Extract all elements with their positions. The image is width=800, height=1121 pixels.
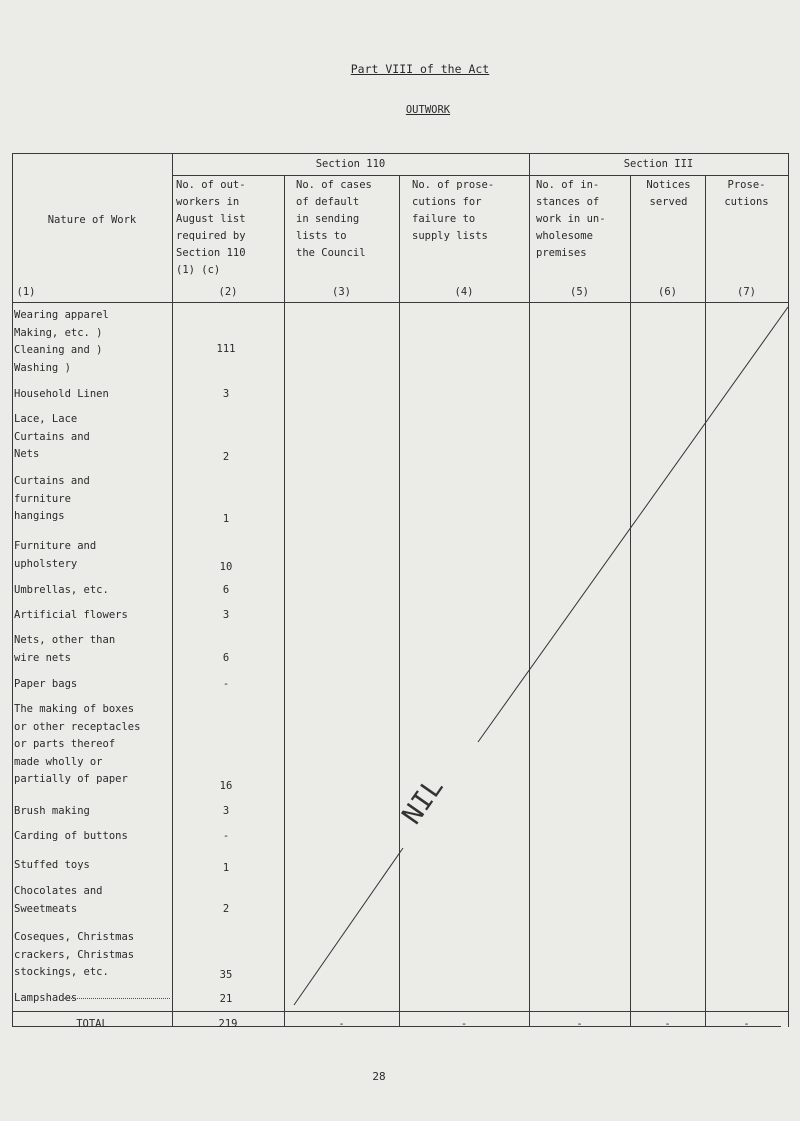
- row-outworkers-nets: 6: [222, 652, 230, 664]
- row-nature-furniture: Furniture and upholstery: [14, 540, 97, 570]
- row-nature-christmas: Coseques, Christmas crackers, Christmas stockings, etc.: [14, 931, 135, 978]
- section-111-header: Section III: [623, 158, 694, 170]
- row-outworkers-lace: 2: [222, 451, 230, 463]
- row-outworkers-carding-buttons: -: [222, 830, 230, 842]
- col-number-4: (4): [454, 286, 474, 298]
- row-nature-household-linen: Household Linen: [14, 388, 109, 400]
- row-nature-chocolates: Chocolates and Sweetmeats: [14, 885, 103, 915]
- row-nature-lace: Lace, Lace Curtains and Nets: [14, 413, 90, 460]
- col-header-prosecutions-lists: No. of prose- cutions for failure to supply lists: [412, 179, 495, 242]
- total-prosecutions: -: [743, 1018, 750, 1030]
- page-subtitle: OUTWORK: [405, 104, 451, 116]
- row-outworkers-furniture: 10: [219, 561, 233, 573]
- row-nature-nets: Nets, other than wire nets: [14, 634, 116, 664]
- row-nature-brush-making: Brush making: [14, 805, 90, 817]
- total-notices: -: [664, 1018, 671, 1030]
- col-header-nature: Nature of Work: [47, 214, 137, 226]
- row-outworkers-paper-bags: -: [222, 678, 230, 690]
- row-nature-paper-boxes: The making of boxes or other receptacles or parts thereof made wholly or partially of paper: [14, 703, 141, 785]
- col-header-default-cases: No. of cases of default in sending lists to the Council: [296, 179, 372, 259]
- total-default-cases: -: [338, 1018, 345, 1030]
- row-outworkers-brush-making: 3: [222, 805, 230, 817]
- row-outworkers-stuffed-toys: 1: [222, 862, 230, 874]
- page-number: 28: [372, 1070, 386, 1083]
- total-label: TOTAL: [76, 1018, 108, 1030]
- col-number-3: (3): [332, 286, 351, 298]
- row-nature-paper-bags: Paper bags: [14, 678, 78, 690]
- row-nature-lampshades: Lampshades: [14, 992, 78, 1004]
- row-outworkers-chocolates: 2: [222, 903, 230, 915]
- nil-line-lower: [294, 848, 403, 1005]
- row-outworkers-paper-boxes: 16: [219, 780, 233, 792]
- col-header-unwholesome: No. of in- stances of work in un- wholesome premises: [536, 179, 606, 259]
- col-header-outworkers: No. of out- workers in August list required by Section 110 (1) (c): [176, 179, 246, 276]
- row-nature-umbrellas: Umbrellas, etc.: [14, 584, 109, 596]
- total-unwholesome: -: [576, 1018, 583, 1030]
- row-outworkers-umbrellas: 6: [222, 584, 230, 596]
- total-outworkers: 219: [218, 1018, 238, 1030]
- col-number-6: (6): [658, 286, 677, 298]
- row-outworkers-lampshades: 21: [219, 993, 233, 1005]
- nil-line-upper: [478, 307, 788, 742]
- col-header-prosecutions: Prose- cutions: [724, 179, 769, 208]
- row-nature-artificial-flowers: Artificial flowers: [14, 609, 128, 621]
- row-outworkers-christmas: 35: [219, 969, 233, 981]
- row-outworkers-artificial-flowers: 3: [222, 609, 230, 621]
- col-number-5: (5): [570, 286, 589, 298]
- row-nature-curtains: Curtains and furniture hangings: [14, 475, 90, 522]
- row-outworkers-curtains: 1: [222, 513, 230, 525]
- row-nature-stuffed-toys: Stuffed toys: [14, 859, 90, 871]
- row-nature-wearing-apparel: Wearing apparel Making, etc. ) Cleaning and ) Washing ): [14, 309, 109, 374]
- total-prosecutions-lists: -: [460, 1018, 468, 1030]
- row-nature-carding-buttons: Carding of buttons: [14, 830, 128, 842]
- col-number-1: (1): [16, 286, 36, 298]
- row-outworkers-household-linen: 3: [222, 388, 230, 400]
- row-outworkers-wearing-apparel: 111: [216, 343, 236, 355]
- section-110-header: Section 110: [315, 158, 386, 170]
- page-title: Part VIII of the Act: [350, 62, 490, 76]
- nil-label: NIL: [396, 772, 450, 831]
- col-number-2: (2): [218, 286, 238, 298]
- col-header-notices: Notices served: [646, 179, 691, 208]
- col-number-7: (7): [737, 286, 756, 298]
